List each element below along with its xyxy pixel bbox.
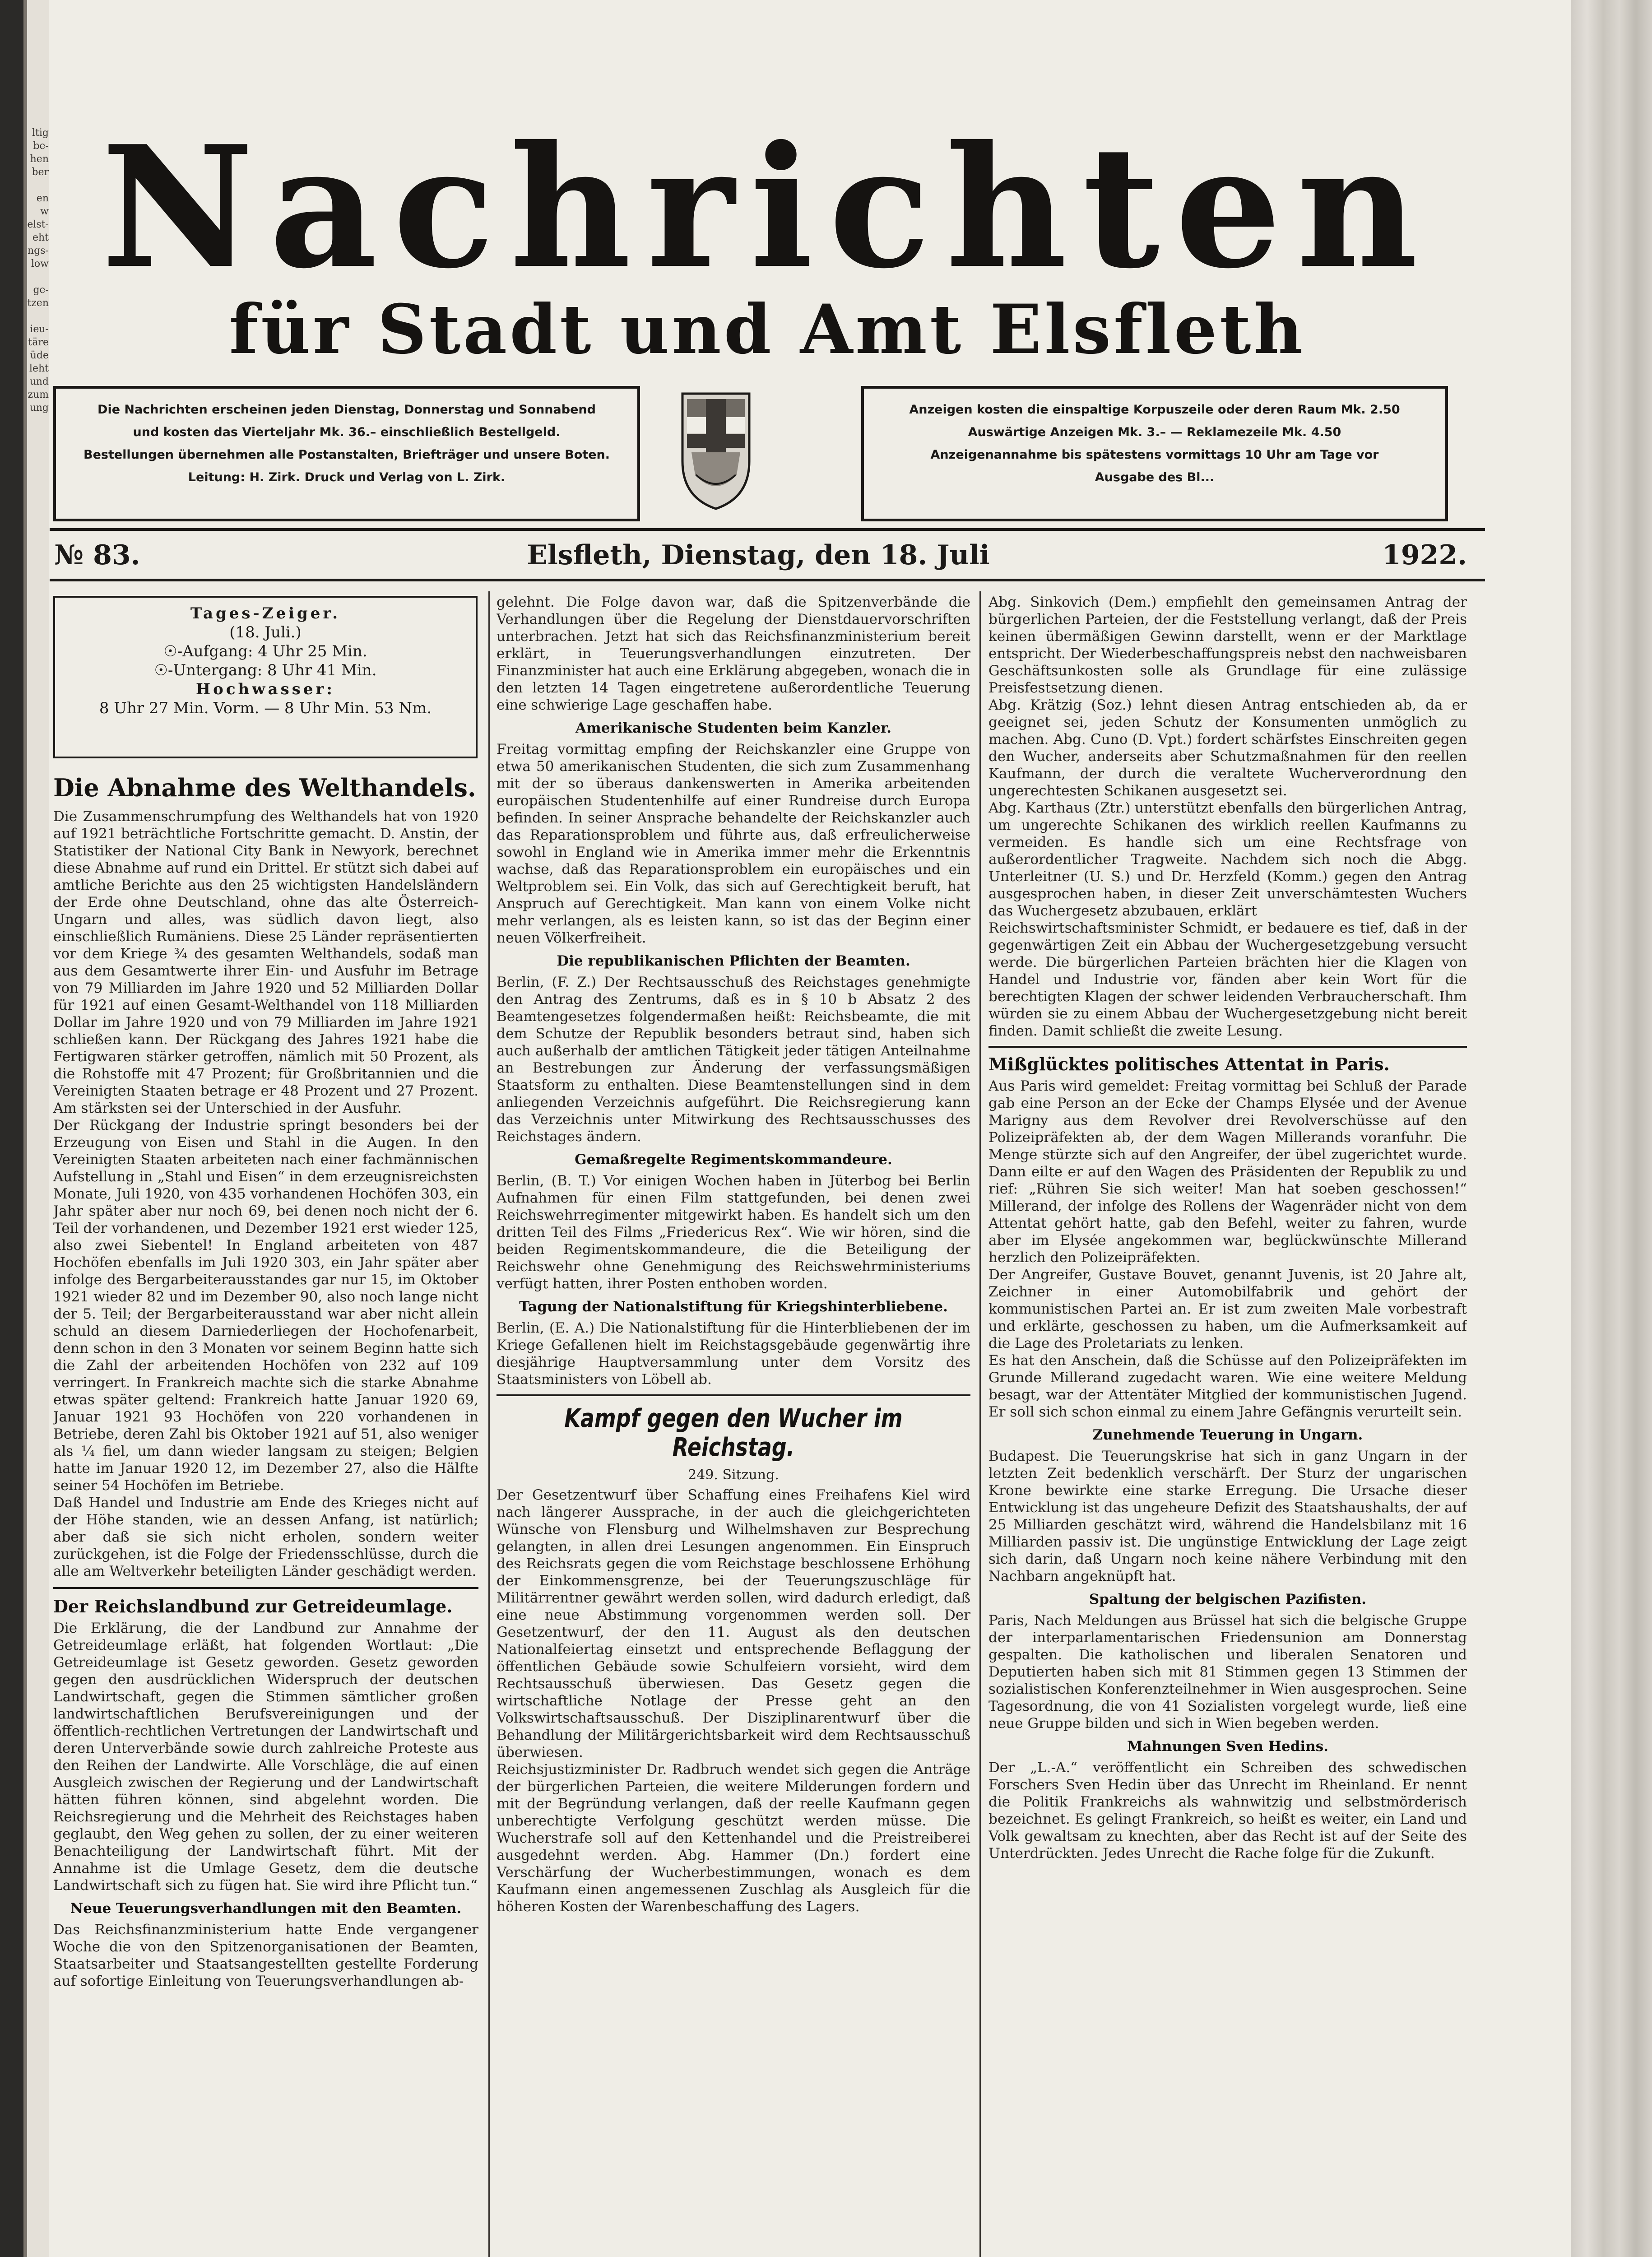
sunset-time: ☉-Untergang: 8 Uhr 41 Min. [154,661,377,679]
advertising-line: Auswärtige Anzeigen Mk. 3.– — Reklamezeile Mk. 4.50 [968,425,1341,439]
subscription-info-box [53,386,640,521]
subscription-line: und kosten das Vierteljahr Mk. 36.– einschließlich Bestellgeld. [133,425,561,439]
article-paragraph: Reichsjustizminister Dr. Radbruch wendet sich gegen die Anträge der bürgerlichen Parteien, die weitere Milderungen fordern und mit der Begründung verlangen, daß der reelle Kaufmann gegen unberechtigte Verfolgung geschützt werden müsse. Die Wucherstrafe soll auf den Kettenhandel und die Preistreiberei ausgedehnt werden. Abg. Hammer (Dn.) fordert eine Verschärfung der Wucherbestimmungen, wonach es dem Kaufmann einen angemessenen Zuschlag als Ausgleich für die höheren Kosten der Warenbeschaffung des Lagers. [497,1761,970,1915]
article-separator [53,1587,478,1589]
article-paragraph: Der Gesetzentwurf über Schaffung eines Freihafens Kiel wird nach längerer Aussprache, in der auch die gleichgerichteten Wünsche von Flensburg und Wilhelmshaven zur Besprechung gelangten, in allen drei Lesungen angenommen. Ein Einspruch des Reichsrats gegen die vom Reichstage beschlossene Erhöhung der Einkommensgrenze, bei der Teuerungszuschläge für Militärrentner gewährt werden sollen, wird dadurch erledigt, daß eine neue Abstimmung vorgenommen werden soll. Der Gesetzentwurf, der den 11. August als den deutschen Nationalfeiertag einsetzt und entsprechende Beflaggung der öffentlichen Gebäude sowie Schulfeiern vorsieht, wird dem Rechtsausschuß überwiesen. Das Gesetz gegen die wirtschaftliche Notlage der Presse geht an den Volkswirtschaftsausschuß. Der Disziplinarentwurf über die Behandlung der Militärgerichtsbarkeit wird dem Rechtsausschuß überwiesen. [497,1487,970,1760]
article-paragraph: Die Erklärung, die der Landbund zur Annahme der Getreideumlage erläßt, hat folgenden Wortlaut: „Die Getreideumlage ist Gesetz geworden. Gesetz geworden gegen den ausdrücklichen Widerspruch der deutschen Landwirtschaft, gegen die Stimmen sämtlicher großen landwirtschaftlichen Berufsvereinigungen und der öffentlich-rechtlichen Vertretungen der Landwirtschaft und deren Unterverbände sowie durch zahlreiche Proteste aus den Reihen der Landwirte. Alle Vorschläge, die auf einen Ausgleich zwischen der Regierung und der Landwirtschaft hätten führen können, sind abgelehnt worden. Die Reichsregierung und die Mehrheit des Reichstages haben geglaubt, den Weg gehen zu sollen, der zu einer weiteren Benachteiligung der Landwirtschaft führt. Mit der Annahme ist die Umlage Gesetz, dem die deutsche Landwirtschaft sich zu fügen hat. Sie wird ihre Pflicht tun.“ [53,1620,478,1894]
masthead-subtitle: für Stadt und Amt Elsfleth [229,290,1306,369]
article-paragraph: gelehnt. Die Folge davon war, daß die Spitzenverbände die Verhandlungen über die Regelung der Dienstdauervorschriften unterbrachen. Jetzt hat sich das Reichsfinanzministerium bereit erklärt, in Teuerungsverhandlungen einzutreten. Der Finanzminister hat auch eine Erklärung abgegeben, wonach die in den letzten 14 Tagen eingetretene außerordentliche Teuerung eine schwierige Lage geschaffen habe. [497,594,970,713]
subscription-line: Bestellungen übernehmen alle Postanstalten, Briefträger und unsere Boten. [84,448,610,462]
advertising-line: Anzeigenannahme bis spätestens vormittags 10 Uhr am Tage vor [930,448,1379,462]
issue-date: Elsfleth, Dienstag, den 18. Juli [527,539,990,571]
article-paragraph: Abg. Sinkovich (Dem.) empfiehlt den gemeinsamen Antrag der bürgerlichen Parteien, der die Feststellung verlangt, daß der Preis keinen übermäßigen Gewinn darstellt, wenn er der Marktlage entspricht. Der Wiederbeschaffungspreis nebst den nachweisbaren Geschäftsunkosten solle als Grundlage für eine zulässige Preisfestsetzung dienen. [988,594,1467,696]
article-headline: Kampf gegen den Wucher im Reichstag. [564,1404,903,1462]
coat-of-arms-icon [678,385,754,511]
article-subheadline: Die republikanischen Pflichten der Beamten. [557,953,910,969]
article-paragraph: Abg. Karthaus (Ztr.) unterstützt ebenfalls den bürgerlichen Antrag, um ungerechte Schikanen des wirklich reellen Kaufmanns zu vermeiden. Es handle sich um eine Rechtsfrage von außerordentlicher Tragweite. Nachdem sich noch die Abgg. Unterleitner (U. S.) und Dr. Herzfeld (Komm.) gegen den Antrag ausgesprochen haben, in dieser Zeit unverschämtesten Wuchers das Wuchergesetz abzubauen, erklärt [988,800,1467,919]
subscription-line: Leitung: H. Zirk. Druck und Verlag von L. Zirk. [188,470,506,484]
article-paragraph: Paris, Nach Meldungen aus Brüssel hat sich die belgische Gruppe der interparlamentarischen Friedensunion am Donnerstag gespalten. Die katholischen und liberalen Senatoren und Deputierten haben sich mit 81 Stimmen gegen 13 Stimmen der sozialistischen Konferenzteilnehmer in Wien ausgesprochen. Seine Tagesordnung, die von 41 Sozialisten vorgelegt wurde, ließ eine neue Gruppe bilden und sich in Wien begeben werden. [988,1612,1467,1732]
article-paragraph: Daß Handel und Industrie am Ende des Krieges nicht auf der Höhe standen, wie an dessen Anfang, ist natürlich; aber daß sie sich nicht erholen, sondern weiter zurückgehen, ist die Folge der Friedensschlüsse, durch die alle am Weltverkehr beteiligten Länder geschädigt werden. [53,1495,478,1579]
article-subheadline: Amerikanische Studenten beim Kanzler. [575,720,892,736]
article-headline: Die Abnahme des Welthandels. [53,773,476,802]
article-subheadline: Mahnungen Sven Hedins. [1127,1738,1328,1755]
tageszeiger-title: Tages-Zeiger. [190,604,341,622]
masthead-title: Nachrichten [101,110,1434,306]
session-number: 249. Sitzung. [688,1467,779,1483]
page-gutter [23,0,27,2257]
article-separator [988,1046,1467,1048]
issue-number: № 83. [54,539,140,571]
page-stack-edge [1571,0,1652,2257]
article-subheadline: Spaltung der belgischen Pazifisten. [1089,1591,1367,1607]
column-1 [53,767,478,2257]
issue-year: 1922. [1382,539,1467,571]
article-paragraph: Es hat den Anschein, daß die Schüsse auf den Polizeipräfekten im Grunde Millerand zugedacht waren. Wie eine weitere Meldung besagt, war der Attentäter Mitglied der kommunistischen Jugend. Er soll sich schon einmal zu einem Jahre Gefängnis verurteilt sein. [988,1352,1467,1420]
column-3 [988,594,1467,2257]
sunrise-time: ☉-Aufgang: 4 Uhr 25 Min. [163,642,367,660]
previous-page-edge [27,0,49,2257]
article-paragraph: Der Angreifer, Gustave Bouvet, genannt Juvenis, ist 20 Jahre alt, Zeichner in einer Automobilfabrik und gehört der kommunistischen Partei an. Er ist zum zweiten Male vorbestraft und erklärte, geschossen zu haben, um die Aufmerksamkeit auf die Lage des Proletariats zu lenken. [988,1267,1467,1351]
article-paragraph: Der Rückgang der Industrie springt besonders bei der Erzeugung von Eisen und Stahl in die Augen. In den Vereinigten Staaten arbeiteten nach einer fachmännischen Aufstellung in „Stahl und Eisen“ in dem erzeugnisreichsten Monate, Juli 1920, von 435 vorhandenen Hochöfen 303, ein Jahr später aber nur noch 69, bei denen noch nicht der 6. Teil der vorhandenen, und Dezember 1921 erst wieder 125, also zwei Siebentel! In England arbeiteten von 487 Hochöfen ebenfalls im Juli 1920 303, ein Jahr später aber infolge des Bergarbeiterausstandes gar nur 15, im Oktober 1921 wieder 82 und im Dezember 90, also noch lange nicht der 5. Teil; der Bergarbeiterausstand war aber nicht allein schuld an diesem Darniederliegen der Hochofenarbeit, denn schon in den 3 Monaten vor seinem Beginn hatte sich die Zahl der arbeitenden Hochöfen von 232 auf 109 verringert. In Frankreich machte sich die starke Abnahme etwas später geltend: Frankreich hatte Januar 1920 69, Januar 1921 93 Hochöfen von 220 vorhandenen in Betriebe, deren Zahl bis Oktober 1921 auf 51, also weniger als ¼ fiel, um dann wieder langsam zu steigen; Belgien hatte im Januar 1920 12, im Dezember 27, also die Hälfte seiner 54 Hochöfen im Betriebe. [53,1117,478,1494]
article-subheadline: Tagung der Nationalstiftung für Kriegshinterbliebene. [519,1299,948,1315]
tageszeiger-box [53,596,478,758]
column-rule [488,591,490,2257]
article-subheadline: Gemaßregelte Regimentskommandeure. [575,1152,892,1168]
article-paragraph: Der „L.-A.“ veröffentlicht ein Schreiben des schwedischen Forschers Sven Hedin über das Unrecht im Rheinland. Er nennt die Politik Frankreichs als wahnwitzig und selbstmörderisch bezeichnet. Es gelingt Frankreich, so heißt es weiter, ein Land und Volk gewaltsam zu knechten, aber das Recht ist auf der Seite des Unterdrückten. Jedes Unrecht die Rache folge für die Zukunft. [988,1760,1467,1862]
article-separator [497,1394,970,1396]
tide-times: 8 Uhr 27 Min. Vorm. — 8 Uhr Min. 53 Nm. [99,699,432,717]
column-rule [979,591,981,2257]
article-paragraph: Budapest. Die Teuerungskrise hat sich in ganz Ungarn in der letzten Zeit bedenklich verschärft. Der Sturz der ungarischen Krone bewirkte eine starke Erregung. Die Ursache dieser Entwicklung ist das ungeheure Defizit des Staatshaushalts, der auf 25 Milliarden geschätzt wird, während die Handelsbilanz mit 16 Milliarden passiv ist. Die ungünstige Entwicklung der Lage zeigt sich darin, daß Ungarn noch keine nähere Verbindung mit den Nachbarn angeknüpft hat. [988,1448,1467,1584]
article-paragraph: Berlin, (F. Z.) Der Rechtsausschuß des Reichstages genehmigte den Antrag des Zentrums, daß es in § 10 b Absatz 2 des Beamtengesetzes folgendermaßen heißt: Reichsbeamte, die mit dem Schutze der Republik besonders betraut sind, haben sich auch außerhalb der amtlichen Tätigkeit jeder tätigen Anteilnahme an Bestrebungen zur Änderung der verfassungsmäßigen Staatsform zu enthalten. Diese Beamtenstellungen sind in dem anliegenden Verzeichnis aufgeführt. Die Reichsregierung kann das Verzeichnis unter Mitwirkung des Rechtsausschusses des Reichstages ändern. [497,974,970,1145]
article-paragraph: Berlin, (E. A.) Die Nationalstiftung für die Hinterbliebenen der im Kriege Gefallenen hielt im Reichstagsgebäude gegenwärtig ihre diesjährige Hauptversammlung unter dem Vorsitz des Staatsministers von Löbell ab. [497,1320,970,1388]
article-paragraph: Berlin, (B. T.) Vor einigen Wochen haben in Jüterbog bei Berlin Aufnahmen für einen Film stattgefunden, bei denen zwei Reichswehrregimenter mitgewirkt haben. Es handelt sich um den dritten Teil des Films „Friedericus Rex“. Wie wir hören, sind die beiden Regimentskommandeure, die die Beteiligung der Reichswehr ohne Genehmigung des Reichswehrministeriums verfügt hatten, ihrer Posten enthoben worden. [497,1173,970,1292]
article-paragraph: Die Zusammenschrumpfung des Welthandels hat von 1920 auf 1921 beträchtliche Fortschritte gemacht. D. Anstin, der Statistiker der National City Bank in Newyork, berechnet diese Abnahme auf rund ein Drittel. Er stützt sich dabei auf amtliche Berichte aus den 25 wichtigsten Handelsländern der Erde ohne Deutschland, ohne das alte Österreich-Ungarn und alles, was südlich davon liegt, also einschließlich Rumäniens. Diese 25 Länder repräsentierten vor dem Kriege ¾ des gesamten Welthandels, sodaß man aus dem Gesamtwerte ihrer Ein- und Ausfuhr im Betrage von 79 Milliarden im Jahre 1920 und 52 Milliarden Dollar für 1921 auf einen Gesamt-Welthandel von 118 Milliarden Dollar im Jahre 1920 und von 79 Milliarden im Jahre 1921 schließen kann. Der Rückgang des Jahres 1921 habe die Fertigwaren stärker getroffen, nämlich mit 50 Prozent, als die Rohstoffe mit 47 Prozent; für Großbritannien und die Vereinigten Staaten betrage er 48 Prozent und 27 Prozent. Am stärksten sei der Unterschied in der Ausfuhr. [53,808,478,1116]
subscription-line: Die Nachrichten erscheinen jeden Dienstag, Donnerstag und Sonnabend [97,403,596,417]
article-headline: Mißglücktes politisches Attentat in Paris. [988,1054,1390,1074]
previous-page-text: ltig be- hen ber en w elst- eht ngs- low ge- tzen ieu- täre üde leht und zum ung [27,127,49,413]
article-headline: Der Reichslandbund zur Getreideumlage. [53,1596,453,1616]
column-2 [497,594,970,2257]
tide-title: Hochwasser: [196,680,335,698]
masthead-rule [50,528,1485,531]
tageszeiger-date: (18. Juli.) [229,623,302,641]
advertising-info-box [861,386,1448,521]
article-paragraph: Aus Paris wird gemeldet: Freitag vormittag bei Schluß der Parade gab eine Person an der Ecke der Champs Elysée und der Avenue Marigny aus dem Revolver drei Revolverschüsse auf den Polizeipräfekten ab, der dem Wagen Millerands voranfuhr. Die Menge stürzte sich auf den Angreifer, der übel zugerichtet wurde. Dann eilte er auf den Wagen des Präsidenten der Republik zu und rief: „Rühren Sie sich weiter! Man hat soeben geschossen!“ Millerand, der infolge des Rollens der Wagenräder nicht von dem Attentat gehört hatte, gab den Befehl, weiter zu fahren, wurde aber im Elysée angekommen war, beglückwünschte Millerand herzlich den Polizeipräfekten. [988,1078,1467,1266]
scanner-background [0,0,23,2257]
article-subheadline: Zunehmende Teuerung in Ungarn. [1092,1427,1363,1443]
article-paragraph: Das Reichsfinanzministerium hatte Ende vergangener Woche die von den Spitzenorganisationen der Beamten, Staatsarbeiter und Staatsangestellten gestellte Forderung auf sofortige Einleitung von Teuerungsverhandlungen ab- [53,1922,478,1989]
article-paragraph: Freitag vormittag empfing der Reichskanzler eine Gruppe von etwa 50 amerikanischen Studenten, die sich zum Zusammenhang mit der so überaus dankenswerten in Amerika arbeitenden europäischen Studentenhilfe auf einer Rundreise durch Europa befinden. In seiner Ansprache behandelte der Reichskanzler auch das Reparationsproblem und führte aus, daß erfreulicherweise sowohl in England wie in Amerika immer mehr die Erkenntnis wachse, daß das Reparationsproblem ein europäisches und ein Weltproblem sei. Ein Volk, das sich auf Gerechtigkeit beruft, hat Anspruch auf Gerechtigkeit. Man kann von einem Volke nicht mehr verlangen, als es leisten kann, so ist das der Beginn einer neuen Völkerfreiheit. [497,741,970,946]
article-paragraph: Abg. Krätzig (Soz.) lehnt diesen Antrag entschieden ab, da er geeignet sei, jeden Schutz der Konsumenten unmöglich zu machen. Abg. Cuno (D. Vpt.) fordert schärfstes Einschreiten gegen den Wucher, anderseits aber Schutzmaßnahmen für den reellen Kaufmann, der durch die veraltete Wucherverordnung den ungerechtesten Schikanen ausgesetzt sei. [988,697,1467,799]
article-subheadline: Neue Teuerungsverhandlungen mit den Beamten. [70,1900,462,1917]
advertising-line: Anzeigen kosten die einspaltige Korpuszeile oder deren Raum Mk. 2.50 [909,403,1400,417]
article-paragraph: Reichswirtschaftsminister Schmidt, er bedauere es tief, daß in der gegenwärtigen Zeit ein Abbau der Wuchergesetzgebung versucht werde. Die bürgerlichen Parteien brächten hier die Klagen von Handel und Industrie vor, fänden aber kein Wort für die berechtigten Klagen der schwer leidenden Verbraucherschaft. Ihm würden sie zu einem Abbau der Wuchergesetzgebung nicht bereit finden. Damit schließt die zweite Lesung. [988,920,1467,1039]
dateline-rule [50,579,1485,581]
advertising-line: Ausgabe des Bl... [1095,470,1215,484]
